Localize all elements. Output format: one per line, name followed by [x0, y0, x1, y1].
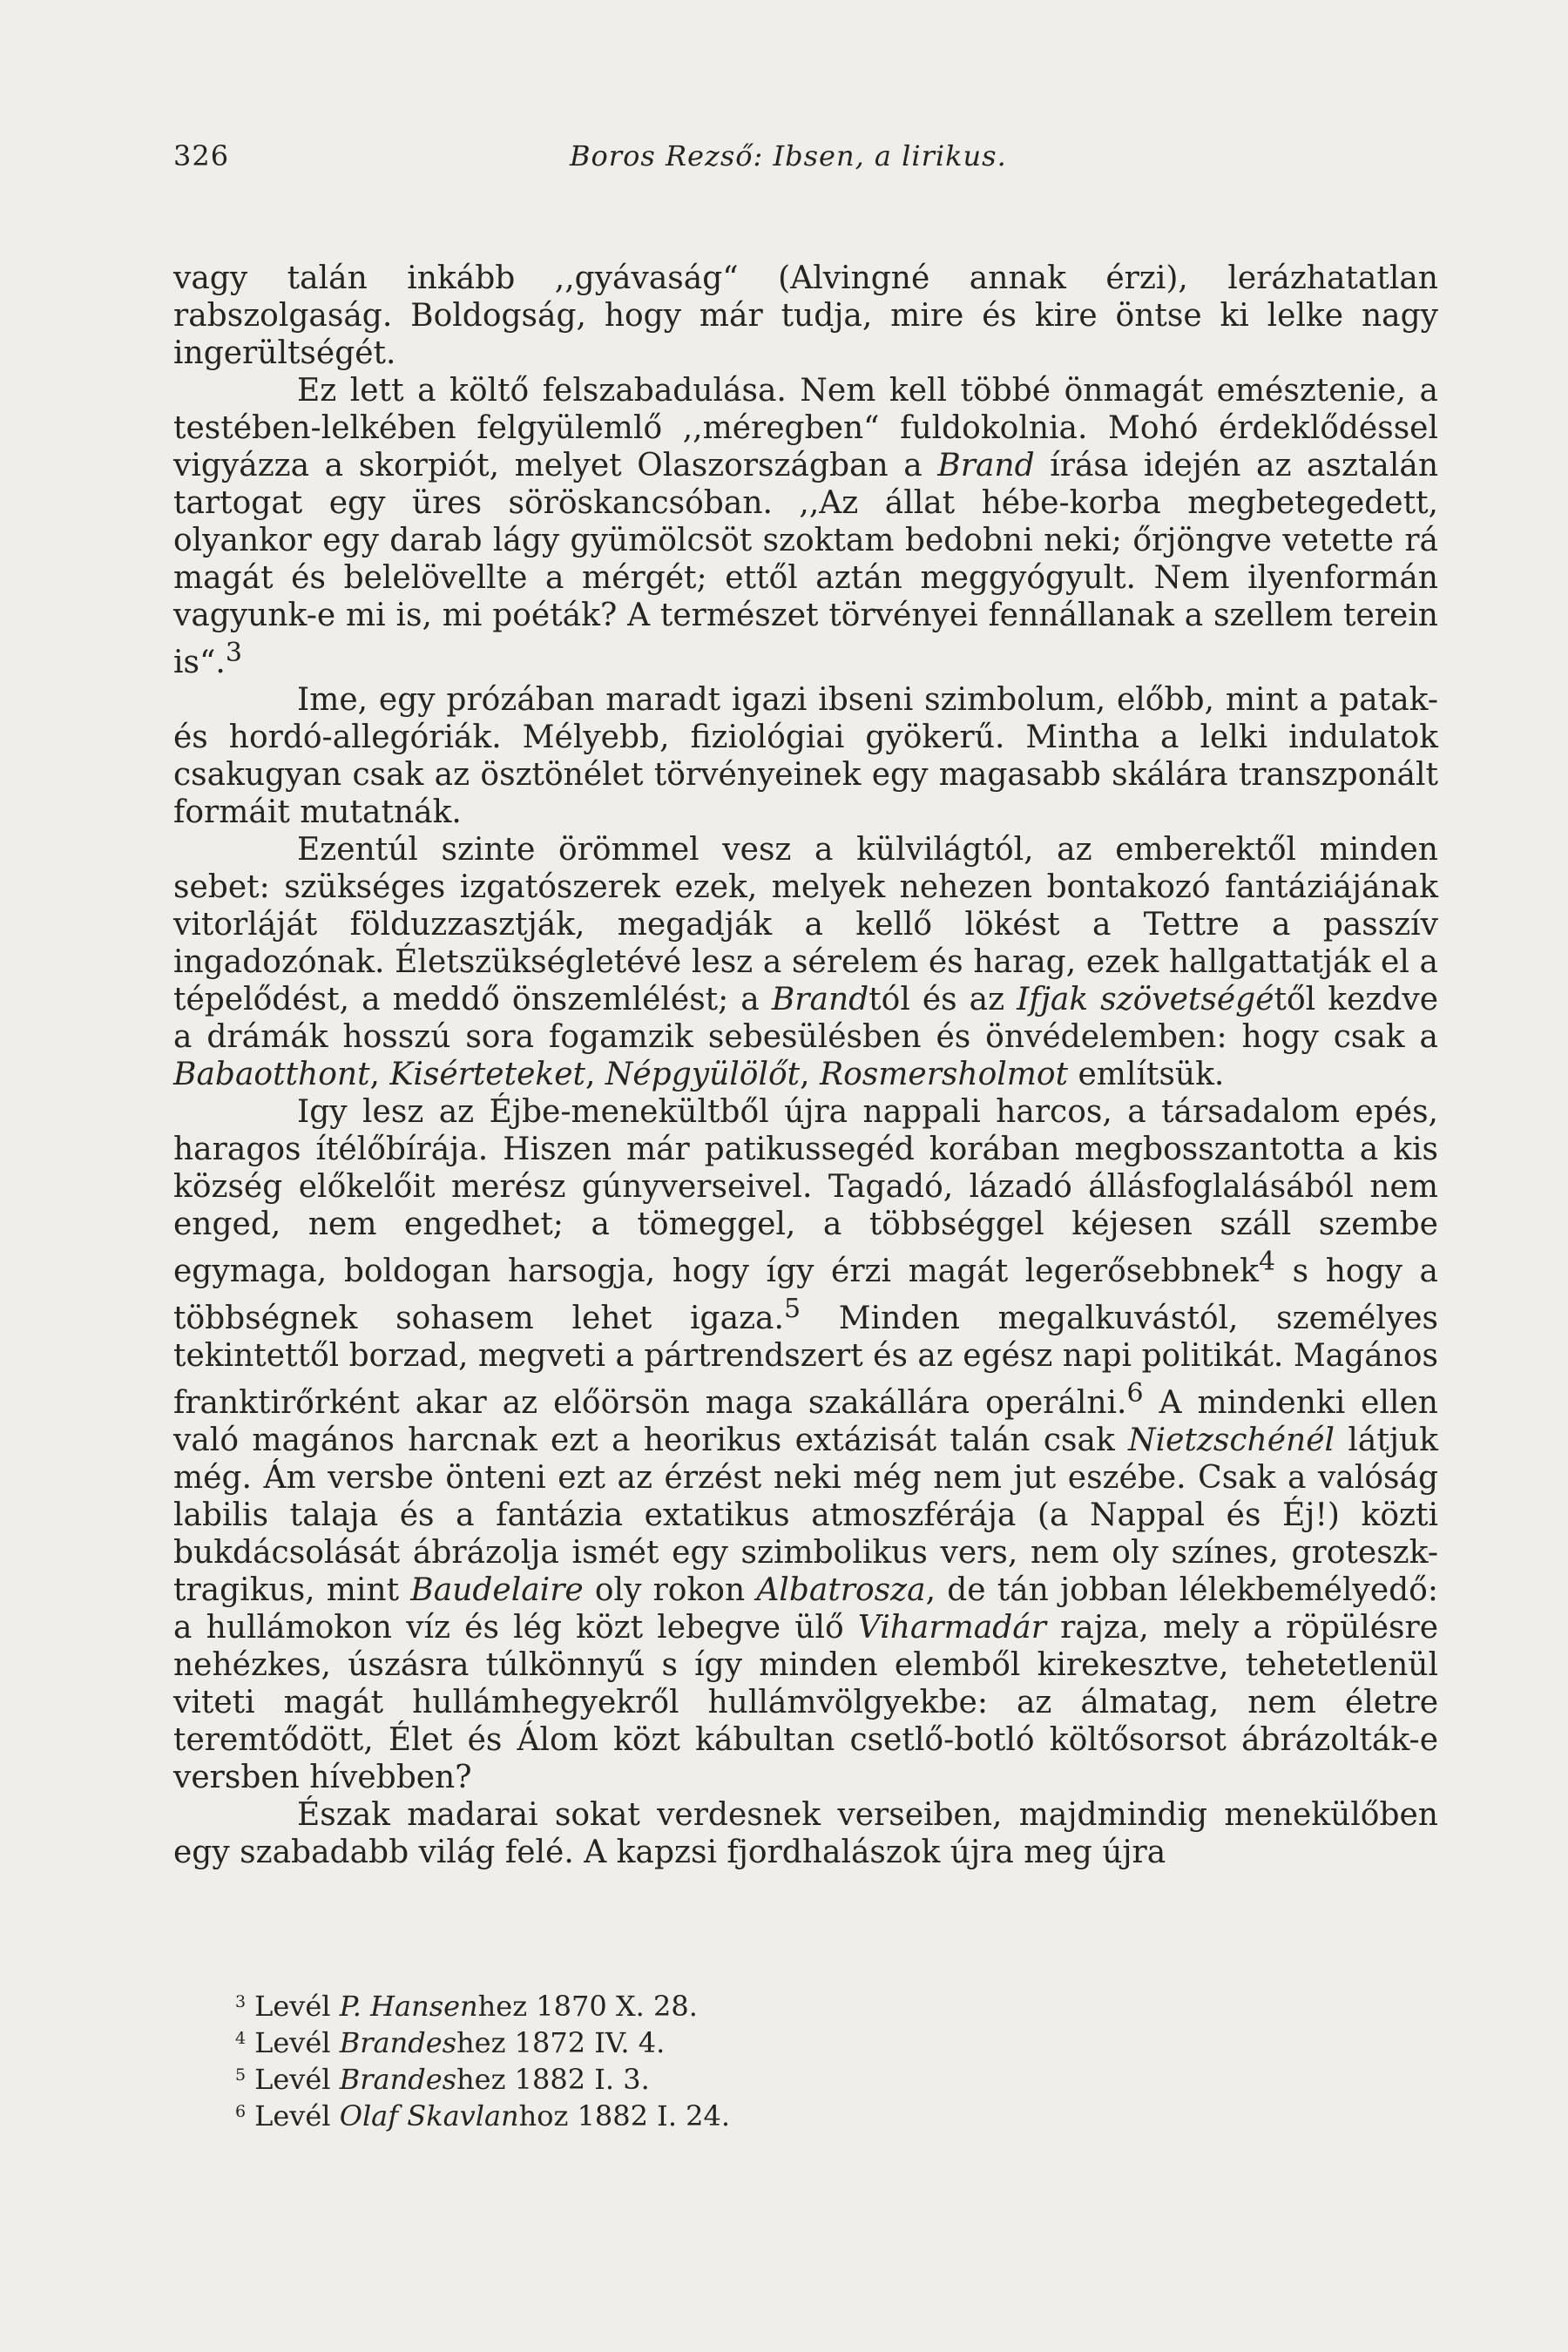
title-viharmadar: Viharmadár — [857, 1610, 1046, 1646]
footnote-ref-3: 3 — [225, 638, 242, 668]
title-ifjak-szovetsege: Ifjak szövetségé — [1017, 982, 1274, 1017]
running-title: Boros Rezső: Ibsen, a lirikus. — [570, 139, 1007, 172]
paragraph-5: Igy lesz az Éjbe-menekültből újra nappali harcos, a társadalom epés, haragos ítélőbírája. Hiszen már patikussegéd korában megbosszantotta a kis község előkelőit merész gúnyverseivel. Tagadó, lázadó állásfoglalásából nem enged, nem engedhet; a tömeggel, a többséggel kéjesen száll szembe egymaga, boldogan harsogja, hogy így érzi magát legerősebbnek$^4$ s hogy a többségnek sohasem lehet igaza.$^5$ Minden megalkuvástól, személyes tekintettől borzad, megveti a pártrendszert és az egész napi politikát. Magános franktirőrként akar az előörsön maga szakállára operálni.$^6$ A mindenki ellen való magános harcnak ezt a heorikus extázisát talán csak Nietzschénél látjuk még. Ám versbe önteni ezt az érzést neki még nem jut eszébe. Csak a valóság labilis talaja és a fantázia extatikus atmoszférája (a Nappal és Éj!) közti bukdácsolását ábrázolja ismét egy szimbolikus vers, nem oly színes, groteszk-tragikus, mint Baudelaire oly rokon Albatrosza, de tán jobban lélekbemélyedő: a hullámokon víz és lég közt lebegve ülő Viharmadár rajza, mely a röpülésre nehézkes, úszásra túlkönnyű s így minden elemből kirekesztve, tehetetlenül viteti magát hullámhegyekről hullámvölgyekbe: az álmatag, nem életre teremtődött, Élet és Álom közt kábultan csetlő-botló költősorsot ábrázolták-e versben hívebben? — [173, 1094, 1438, 1795]
footnote-5: $^5$ Levél Brandeshez 1882 I. 3. — [235, 2063, 650, 2096]
paragraph-1: vagy talán inkább ,,gyávaság“ (Alvingné annak érzi), lerázhatatlan rabszolgaság. Boldogság, hogy már tudja, mire és kire öntse ki lelke nagy ingerültségét. — [173, 260, 1438, 371]
title-brand: Brand — [771, 982, 869, 1017]
name-baudelaire: Baudelaire — [410, 1572, 584, 1608]
footnote-4: $^4$ Levél Brandeshez 1872 IV. 4. — [235, 2026, 666, 2059]
paragraph-4: Ezentúl szinte örömmel vesz a külvilágtól, az emberektől minden sebet: szükséges izgatószerek ezek, melyek nehezen bontakozó fantáziájának vitorláját földuzzasztják, megadják a kellő lökést a Tettre a passzív ingadozónak. Életszükségletévé lesz a sérelem és harag, ezek hallgattatják el a tépelődést, a meddő önszemlélést; a Brandtól és az Ifjak szövetségétől kezdve a drámák hosszú sora fogamzik sebesülésben és önvédelemben: hogy csak a Babaotthont, Kisérteteket, Népgyülölőt, Rosmersholmot említsük. — [173, 832, 1438, 1092]
footnote-ref-5: 5 — [783, 1294, 801, 1324]
name-nietzsche: Nietzschénél — [1128, 1423, 1335, 1458]
paragraph-3: Ime, egy prózában maradt igazi ibseni szimbolum, előbb, mint a patak- és hordó-allegóriák. Mélyebb, fiziológiai gyökerű. Mintha a lelki indulatok csakugyan csak az ösztönélet törvényeinek egy magasabb skálára transzponált formáit mutatnák. — [173, 682, 1438, 830]
title-rosmersholmot: Rosmersholmot — [820, 1057, 1069, 1092]
title-nepgyulolot: Népgyülölőt — [605, 1057, 801, 1092]
title-kiserteteket: Kisérteteket — [389, 1057, 585, 1092]
page-number: 326 — [173, 139, 230, 172]
footnotes — [235, 1986, 1106, 2132]
footnote-6: $^6$ Levél Olaf Skavlanhoz 1882 I. 24. — [235, 2099, 731, 2132]
paragraph-6: Észak madarai sokat verdesnek verseiben, majdmindig menekülőben egy szabadabb világ felé. A kapzsi fjordhalászok újra meg újra — [173, 1797, 1438, 1870]
title-albatrosza: Albatrosza — [756, 1572, 926, 1608]
title-babaotthont: Babaotthont — [173, 1057, 370, 1092]
footnote-ref-6: 6 — [1126, 1378, 1144, 1409]
paragraph-2: Ez lett a költő felszabadulása. Nem kell többé önmagát emésztenie, a testében-lelkében felgyülemlő ,,méregben“ fuldokolnia. Mohó érdeklődéssel vigyázza a skorpiót, melyet Olaszországban a Brand írása idején az asztalán tartogat egy üres söröskancsóban. ,,Az állat hébe-korba megbetegedett, olyankor egy darab lágy gyümölcsöt szoktam bedobni neki; őrjöngve vetette rá magát és belelövellte a mérgét; ettől aztán meggyógyult. Nem ilyenformán vagyunk-e mi is, mi poéták? A természet törvényei fennállanak a szellem terein is“.$^3$ — [173, 373, 1439, 680]
page-header — [173, 139, 1438, 183]
title-brand: Brand — [937, 448, 1035, 483]
body-text — [173, 260, 1438, 1871]
footnote-ref-4: 4 — [1258, 1247, 1276, 1277]
footnote-3: $^3$ Levél P. Hansenhez 1870 X. 28. — [235, 1990, 698, 2023]
